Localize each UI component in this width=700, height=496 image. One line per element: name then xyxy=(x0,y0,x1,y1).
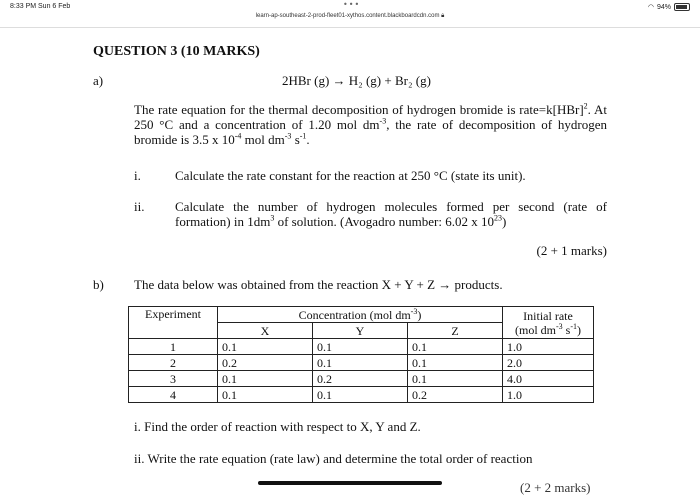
status-right xyxy=(648,3,690,11)
cell-x: 0.2 xyxy=(218,355,313,371)
cell-rate: 4.0 xyxy=(503,371,594,387)
cell-rate: 1.0 xyxy=(503,339,594,355)
cell-exp: 3 xyxy=(129,371,218,387)
cell-exp: 1 xyxy=(129,339,218,355)
battery-percent: 94% xyxy=(656,3,671,11)
document-page xyxy=(0,28,700,489)
header-concentration: Concentration (mol $dm^{-3}$) xyxy=(218,307,503,323)
cell-y: 0.1 xyxy=(313,339,408,355)
part-a-intro: The rate equation for the thermal decomposition of hydrogen bromide is rate=k[HBr]$^2$. At 250 °C and a concentration of 1.20 mol $dm^{-3}$, the rate of decomposition of hydrogen bromide is 3.5 x $10^{-4}$ mol $dm^{-3}$ $s^{-1}$. xyxy=(134,101,607,147)
part-a-i-text: Calculate the rate constant for the reaction at 250 °C (state its unit). xyxy=(175,168,526,183)
cell-x: 0.1 xyxy=(218,339,313,355)
cell-y: 0.2 xyxy=(313,371,408,387)
cell-z: 0.2 xyxy=(408,387,503,403)
cell-x: 0.1 xyxy=(218,387,313,403)
cell-y: 0.1 xyxy=(313,355,408,371)
cell-exp: 4 xyxy=(129,387,218,403)
home-indicator[interactable] xyxy=(258,481,442,485)
part-a-ii-label: ii. xyxy=(134,199,145,214)
data-table xyxy=(128,306,594,403)
battery-icon xyxy=(674,3,690,11)
header-experiment: Experiment xyxy=(129,307,218,339)
header-z: Z xyxy=(408,323,503,339)
header-y: Y xyxy=(313,323,408,339)
cell-y: 0.1 xyxy=(313,387,408,403)
cell-z: 0.1 xyxy=(408,339,503,355)
part-a-label: a) xyxy=(93,73,104,88)
status-bar xyxy=(0,0,700,13)
table-row xyxy=(129,371,594,387)
part-b-i-text: i. Find the order of reaction with respect to X, Y and Z. xyxy=(134,419,421,434)
reaction-equation: 2HBr (g) → H₂ (g) + Br₂ (g) xyxy=(282,73,431,88)
cell-exp: 2 xyxy=(129,355,218,371)
cell-z: 0.1 xyxy=(408,371,503,387)
part-b-intro: The data below was obtained from the reaction X + Y + Z → products. xyxy=(134,277,503,292)
header-initial-rate: Initial rate (mol $dm^{-3}$ $s^{-1}$) xyxy=(503,307,594,339)
cell-z: 0.1 xyxy=(408,355,503,371)
table-row xyxy=(129,387,594,403)
cell-x: 0.1 xyxy=(218,371,313,387)
part-b-ii-text: ii. Write the rate equation (rate law) and determine the total order of reaction xyxy=(134,451,533,466)
table-row xyxy=(129,339,594,355)
part-a-marks: (2 + 1 marks) xyxy=(536,243,607,258)
header-x: X xyxy=(218,323,313,339)
wifi-icon: ◠ xyxy=(647,4,654,11)
part-b-marks: (2 + 2 marks) xyxy=(520,480,591,495)
part-b-label: b) xyxy=(93,277,104,292)
lock-icon: 🔒︎ xyxy=(441,13,445,19)
url-text: learn-ap-southeast-2-prod-fleet01-xythos.content.blackboardcdn.com xyxy=(255,13,440,19)
part-a-i-label: i. xyxy=(134,168,141,183)
part-a-ii-text: Calculate the number of hydrogen molecules formed per second (rate of formation) in $1dm^3$ of solution. (Avogadro number: 6.02 x $10^{23}$) xyxy=(175,199,607,229)
table-row xyxy=(129,355,594,371)
question-title: QUESTION 3 (10 MARKS) xyxy=(93,44,260,59)
cell-rate: 1.0 xyxy=(503,387,594,403)
more-dots-icon[interactable]: ••• xyxy=(343,0,361,9)
cell-rate: 2.0 xyxy=(503,355,594,371)
status-time: 8:33 PM Sun 6 Feb xyxy=(10,3,71,10)
url-bar[interactable] xyxy=(0,13,700,20)
